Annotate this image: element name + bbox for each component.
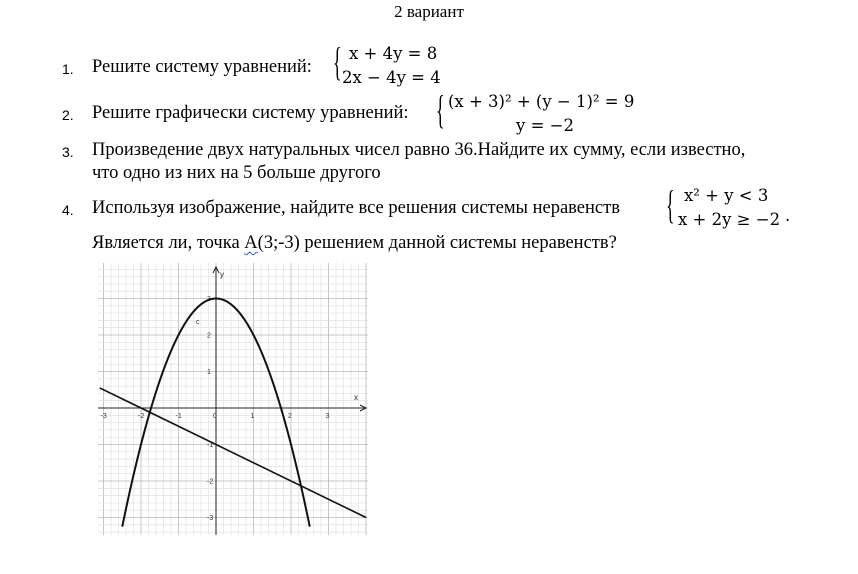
question-suffix: (3;-3) решением данной системы неравенств? <box>257 233 617 253</box>
y-tick-label: -3 <box>207 515 214 522</box>
y-tick-label: -2 <box>207 478 214 486</box>
y-tick-label: -1 <box>207 442 214 449</box>
task-2-text: Решите графически систему уравнений: <box>92 103 409 123</box>
x-axis-label: x <box>354 393 358 402</box>
task-1-eq-1: x + 4y = 8 <box>349 44 438 63</box>
curve-label: c <box>196 319 200 327</box>
y-axis-label: y <box>220 270 224 279</box>
x-tick-label: -2 <box>138 413 145 420</box>
y-tick-label: 1 <box>207 369 211 376</box>
point-label: А <box>244 233 258 253</box>
task-4-question <box>92 233 617 254</box>
grid <box>98 263 368 535</box>
task-4-number: 4. <box>62 202 74 218</box>
question-prefix: Является ли, точка <box>92 233 245 253</box>
x-tick-label: 1 <box>250 413 255 420</box>
x-tick-label: -3 <box>100 413 107 420</box>
task-3-number: 3. <box>62 144 74 160</box>
x-tick-label: 0 <box>213 413 217 420</box>
task-4-eq-1: x² + y < 3 <box>684 186 769 205</box>
task-1-text: Решите систему уравнений: <box>92 57 312 77</box>
task-2-eq-1: (x + 3)² + (y − 1)² = 9 <box>448 92 635 111</box>
x-tick-label: 2 <box>288 413 292 420</box>
task-2-number: 2. <box>62 107 74 123</box>
graph <box>98 263 368 535</box>
task-1-number: 1. <box>62 61 74 77</box>
task-4-trailing-dot: . <box>785 206 791 225</box>
task-1-brace: { <box>333 39 342 84</box>
task-4-eq-2: x + 2y ≥ −2 <box>678 210 781 229</box>
task-3-line-1: Произведение двух натуральных чисел равно 36.Найдите их сумму, если известно, <box>92 140 746 160</box>
task-2-eq-2: y = −2 <box>516 116 574 135</box>
task-2-brace: { <box>436 87 445 132</box>
task-4-text: Используя изображение, найдите все решения системы неравенств <box>92 198 620 218</box>
y-tick-label: 3 <box>207 296 211 303</box>
task-4-brace: { <box>666 182 675 227</box>
x-tick-label: 3 <box>325 413 330 420</box>
y-tick-label: 2 <box>207 332 211 340</box>
task-3-line-2: что одно из них на 5 больше другого <box>92 163 381 183</box>
variant-title: 2 вариант <box>394 2 464 21</box>
task-1-eq-2: 2x − 4y = 4 <box>342 68 441 87</box>
x-tick-label: -1 <box>175 413 182 420</box>
